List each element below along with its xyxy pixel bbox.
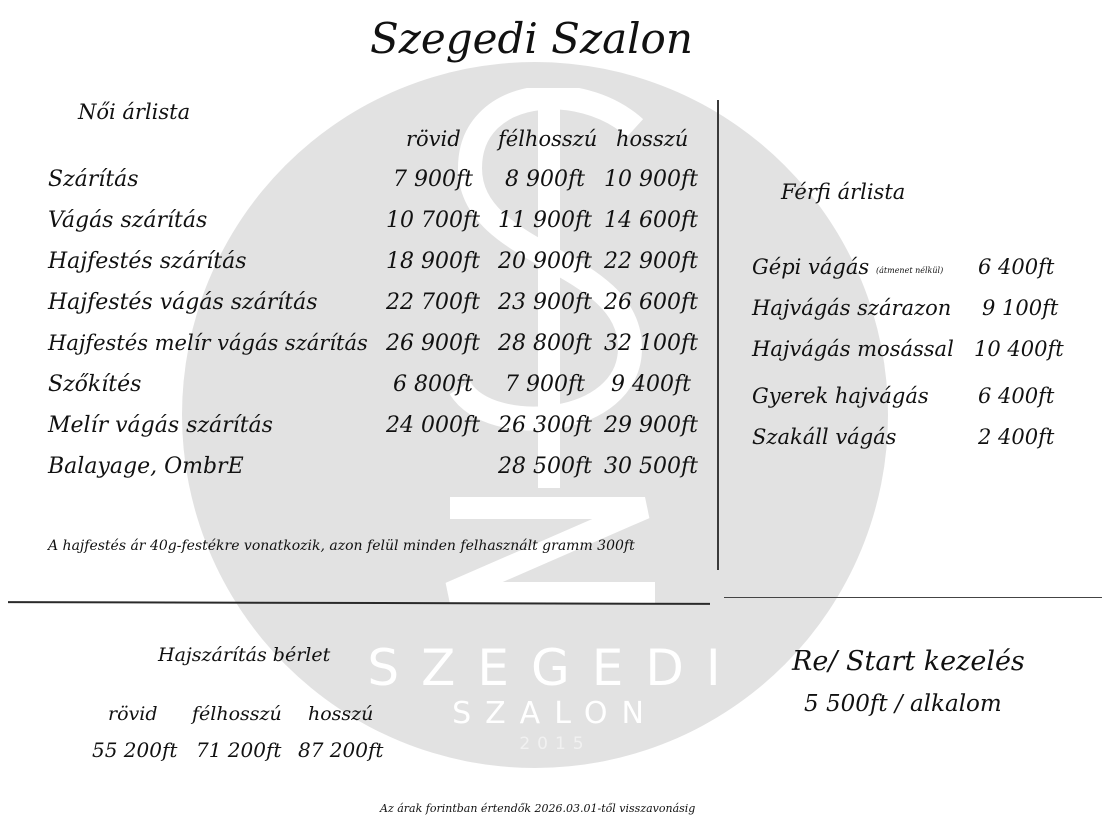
restart-price: 5 500ft / alkalom	[804, 691, 1002, 717]
pass-heading: Hajszárítás bérlet	[158, 644, 331, 666]
women-price-medium: 28 800ft	[498, 331, 592, 356]
women-price-short: 22 700ft	[386, 290, 480, 315]
men-row-label: Szakáll vágás	[752, 425, 897, 449]
women-price-short: 26 900ft	[386, 331, 480, 356]
watermark-text	[360, 640, 750, 756]
women-price-list-heading: Női árlista	[78, 100, 191, 124]
watermark-line-1: SZEGEDI	[367, 639, 743, 697]
women-price-medium: 26 300ft	[498, 413, 592, 438]
page-title: Szegedi Szalon	[370, 14, 693, 63]
women-price-medium: 23 900ft	[498, 290, 592, 315]
women-price-long: 29 900ft	[604, 413, 698, 438]
women-price-long: 10 900ft	[604, 167, 698, 192]
watermark-line-2: SZALON	[452, 696, 658, 731]
restart-title: Re/ Start kezelés	[792, 646, 1025, 677]
pass-price-long: 87 200ft	[298, 738, 384, 762]
women-price-medium: 11 900ft	[498, 208, 592, 233]
men-row-note: (átmenet nélkül)	[876, 266, 944, 275]
women-price-short: 6 800ft	[393, 372, 473, 397]
men-row-price: 2 400ft	[978, 425, 1055, 449]
women-row-label: Vágás szárítás	[48, 208, 208, 233]
women-price-long: 26 600ft	[604, 290, 698, 315]
women-price-medium: 20 900ft	[498, 249, 592, 274]
pass-price-medium: 71 200ft	[196, 738, 282, 762]
horizontal-divider-right	[724, 597, 1102, 598]
men-row-label: Gépi vágás	[752, 255, 870, 279]
pass-col-medium: félhosszú	[192, 703, 282, 725]
pass-price-short: 55 200ft	[92, 738, 178, 762]
men-row-price: 10 400ft	[974, 337, 1064, 361]
dye-price-note: A hajfestés ár 40g-festékre vonatkozik, azon felül minden felhasznált gramm 300ft	[48, 538, 635, 554]
women-price-short: 7 900ft	[393, 167, 473, 192]
women-price-short: 18 900ft	[386, 249, 480, 274]
women-col-short: rövid	[406, 127, 461, 151]
watermark-line-3: 2015	[519, 734, 591, 754]
women-row-label: Hajfestés melír vágás szárítás	[48, 331, 368, 355]
women-price-long: 32 100ft	[604, 331, 698, 356]
men-row-label: Hajvágás mosással	[752, 337, 954, 361]
women-price-medium: 7 900ft	[505, 372, 585, 397]
women-col-long: hosszú	[616, 127, 689, 151]
women-price-long: 22 900ft	[604, 249, 698, 274]
men-row-price: 6 400ft	[978, 255, 1055, 279]
women-row-label: Szárítás	[48, 167, 139, 192]
women-row-label: Melír vágás szárítás	[48, 413, 273, 438]
women-price-medium: 8 900ft	[505, 167, 585, 192]
women-price-short: 24 000ft	[386, 413, 480, 438]
women-row-label: Hajfestés vágás szárítás	[48, 290, 318, 315]
men-row-price: 6 400ft	[978, 384, 1055, 408]
men-row-label: Gyerek hajvágás	[752, 384, 929, 408]
women-price-long: 30 500ft	[604, 454, 698, 479]
women-price-short: 10 700ft	[386, 208, 480, 233]
footer-note: Az árak forintban értendők 2026.03.01-től visszavonásig	[380, 802, 696, 815]
women-price-long: 14 600ft	[604, 208, 698, 233]
women-col-medium: félhosszú	[498, 127, 598, 151]
women-price-long: 9 400ft	[611, 372, 691, 397]
men-row-label: Hajvágás szárazon	[752, 296, 952, 320]
men-row-price: 9 100ft	[982, 296, 1059, 320]
women-row-label: Hajfestés szárítás	[48, 249, 247, 274]
pass-col-short: rövid	[108, 703, 158, 725]
women-price-medium: 28 500ft	[498, 454, 592, 479]
vertical-divider	[717, 100, 719, 570]
women-row-label: Balayage, OmbrE	[48, 454, 244, 479]
pass-col-long: hosszú	[308, 703, 374, 725]
women-row-label: Szőkítés	[48, 372, 142, 397]
men-price-list-heading: Férfi árlista	[781, 180, 906, 204]
